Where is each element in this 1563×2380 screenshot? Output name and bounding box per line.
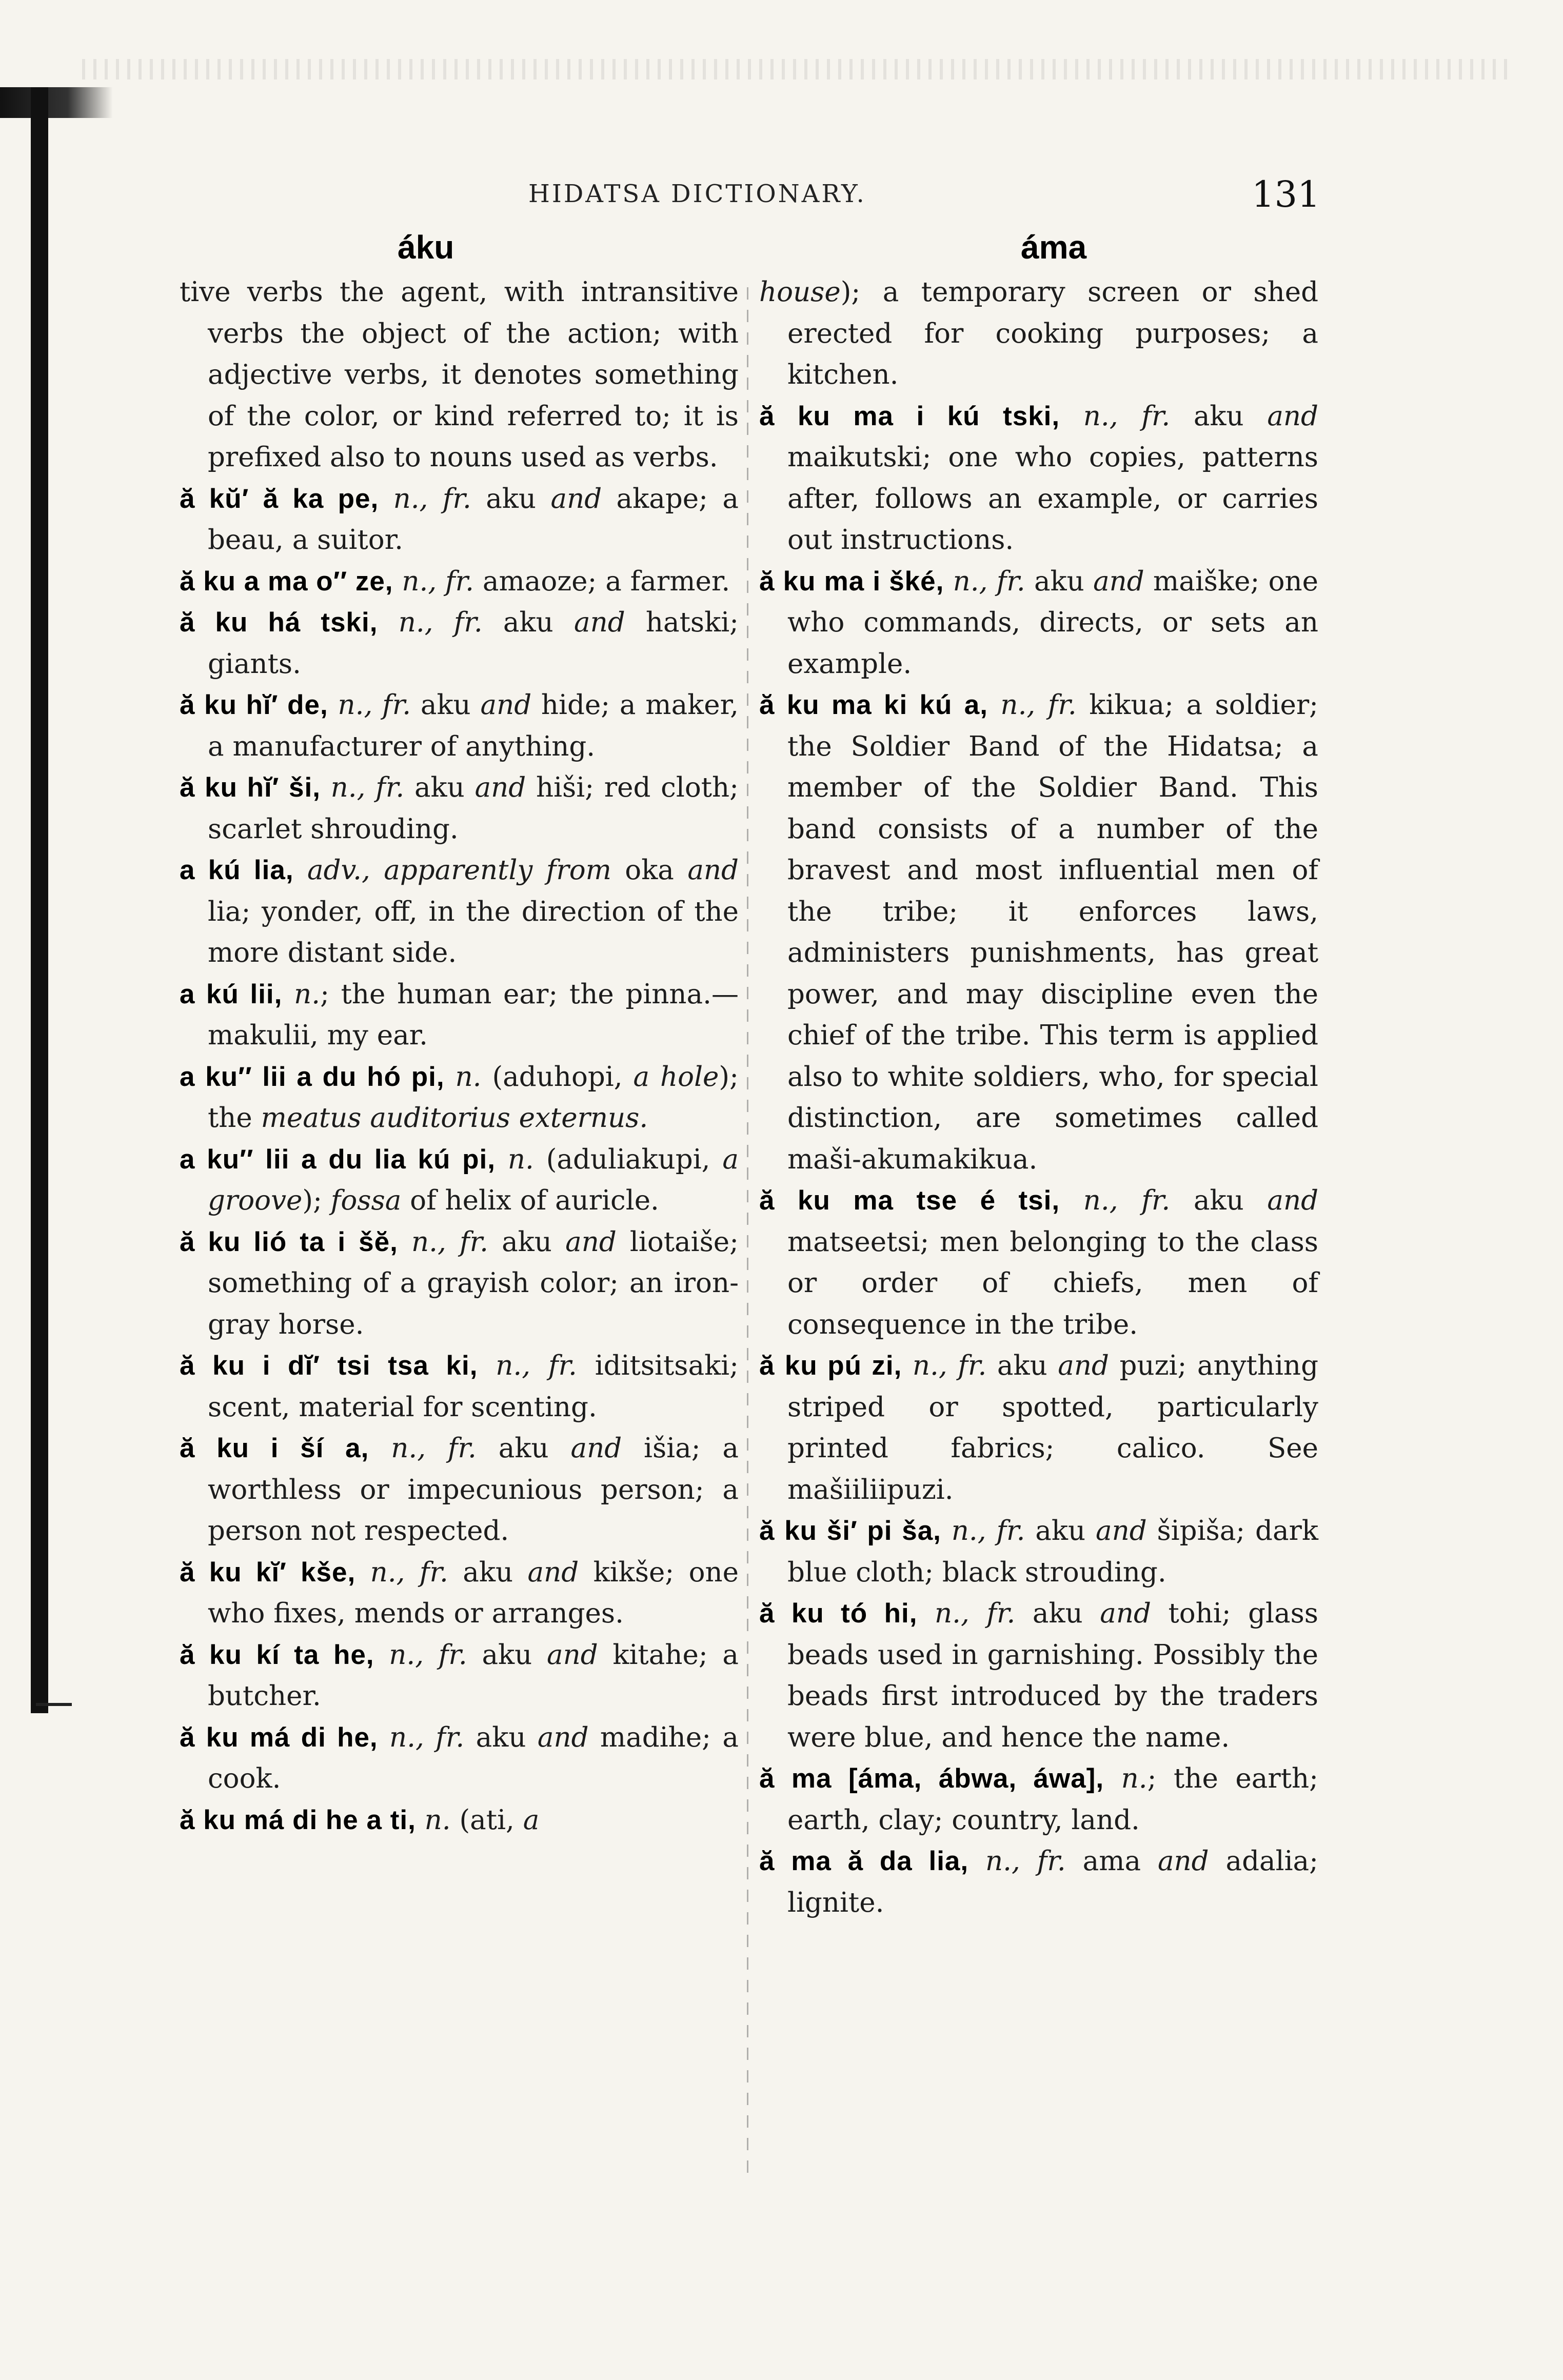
italic-text: and xyxy=(1095,1515,1147,1546)
definition-text: adalia; lignite. xyxy=(787,1846,1318,1918)
guide-word-left: áku xyxy=(398,229,454,266)
italic-text: and xyxy=(537,1721,589,1753)
dictionary-entry xyxy=(180,1635,739,1717)
dictionary-entry xyxy=(180,767,739,850)
italic-text: a groove xyxy=(208,1143,739,1216)
definition-text: madihe; a cook. xyxy=(208,1721,739,1794)
definition-text: ; the human ear; the pinna.—makulii, my ear. xyxy=(208,978,739,1051)
italic-text: n., fr. xyxy=(378,607,483,638)
definition-text: ); a temporary screen or shed erected for cooking purposes; a kitchen. xyxy=(787,276,1318,390)
definition-text: aku xyxy=(467,1639,547,1671)
definition-text: (ati, xyxy=(450,1804,523,1836)
definition-text: iditsitsaki; scent, material for scenting. xyxy=(208,1350,739,1423)
definition-text: kikše; one who fixes, mends or arranges. xyxy=(208,1556,739,1629)
italic-text: n. xyxy=(495,1143,534,1175)
italic-text: n. xyxy=(416,1804,451,1836)
definition-text: maikutski; one who copies, patterns after, follows an example, or carries out instructions. xyxy=(787,442,1318,556)
guide-word-right: áma xyxy=(1021,229,1087,266)
italic-text: n. xyxy=(444,1061,482,1093)
italic-text: and xyxy=(687,855,739,886)
italic-text: and xyxy=(1267,1185,1319,1216)
dictionary-entry xyxy=(759,561,1318,685)
definition-text: of helix of auricle. xyxy=(401,1185,659,1216)
definition-text: aku xyxy=(448,1556,528,1588)
headword: ă ku i ší a, xyxy=(180,1433,369,1463)
headword: ă ma ă da lia, xyxy=(759,1846,969,1876)
definition-text: hide; a maker, a manufacturer of anything. xyxy=(208,689,739,762)
top-edge-speckle xyxy=(82,59,1508,80)
italic-text: house xyxy=(759,276,841,308)
definition-text: aku xyxy=(1025,565,1094,597)
definition-text: matseetsi; men belonging to the class or order of chiefs, men of consequence in the tribe. xyxy=(787,1226,1318,1340)
headword: ă ku má di he a ti, xyxy=(180,1804,416,1835)
headword: ă ku ma i kú tski, xyxy=(759,401,1060,431)
definition-text: šipiša; dark blue cloth; black strouding. xyxy=(787,1515,1318,1588)
definition-text: aku xyxy=(404,772,475,803)
dictionary-entry xyxy=(180,1717,739,1800)
dictionary-entry xyxy=(180,1139,739,1222)
definition-text: amaoze; a farmer. xyxy=(474,565,730,597)
dictionary-entry xyxy=(180,272,739,479)
italic-text: and xyxy=(1267,400,1318,432)
binding-mark xyxy=(36,1703,72,1706)
definition-text: (aduhopi, xyxy=(481,1061,634,1093)
headword: a kú lia, xyxy=(180,855,294,885)
definition-text: ); xyxy=(302,1185,331,1216)
binding-edge-cap xyxy=(0,87,113,118)
definition-text: akape; a beau, a suitor. xyxy=(208,483,739,556)
definition-text: tive verbs the agent, with intransitive verbs the object of the action; with adjective verbs, it denotes something of the color, or kind referred to; it is prefixed also to nouns used as verbs. xyxy=(180,276,739,473)
italic-text: n., fr. xyxy=(393,565,474,597)
italic-text: and xyxy=(474,772,526,803)
italic-text: and xyxy=(1093,565,1144,597)
dictionary-entry xyxy=(759,272,1318,396)
definition-text: aku xyxy=(488,1226,566,1258)
dictionary-entry xyxy=(180,974,739,1057)
running-head: HIDATSA DICTIONARY. xyxy=(528,180,866,208)
headword: ă ku kĭ′ kše, xyxy=(180,1557,356,1588)
dictionary-entry xyxy=(759,1758,1318,1841)
italic-text: n., fr. xyxy=(328,689,411,721)
column-rule xyxy=(747,287,748,2180)
headword: ă ku ma i šké, xyxy=(759,566,944,597)
definition-text: aku xyxy=(464,1721,538,1753)
italic-text: and xyxy=(573,607,625,638)
dictionary-entry xyxy=(180,1345,739,1428)
italic-text: n., fr. xyxy=(987,689,1077,721)
italic-text: n. xyxy=(282,978,321,1010)
definition-text: (aduliakupi, xyxy=(533,1143,723,1175)
headword: ă ku hĭ′ de, xyxy=(180,690,328,720)
italic-text: n., fr. xyxy=(944,565,1025,597)
italic-text: and xyxy=(570,1433,622,1464)
dictionary-entry xyxy=(759,1180,1318,1345)
definition-text: kikua; a soldier; the Soldier Band of the Hidatsa; a member of the Soldier Band. This band consists of a number of the bravest and most influential men of the tribe; it enforces laws, administers punishments, has great power, and may discipline even the chief of the tribe. This term is applied also to white soldiers, who, for special distinction, are sometimes called maši-akumakikua. xyxy=(787,689,1319,1175)
definition-text: hatski; giants. xyxy=(208,607,739,680)
definition-text: aku xyxy=(1170,1185,1268,1216)
headword: ă ku pú zi, xyxy=(759,1351,902,1381)
dictionary-entry xyxy=(759,1841,1318,1923)
headword: ă ma [áma, ábwa, áwa], xyxy=(759,1763,1104,1794)
italic-text: adv., apparently from xyxy=(293,855,611,886)
italic-text: and xyxy=(547,1639,598,1671)
definition-text: aku xyxy=(411,689,481,721)
left-column xyxy=(180,272,739,1841)
italic-text: and xyxy=(1058,1350,1109,1381)
italic-text: and xyxy=(480,689,532,721)
dictionary-entry xyxy=(180,479,739,561)
page-number: 131 xyxy=(1252,173,1320,215)
definition-text: aku xyxy=(482,607,574,638)
italic-text: n., fr. xyxy=(378,1721,465,1753)
italic-text: n., fr. xyxy=(917,1598,1016,1629)
definition-text: aku xyxy=(986,1350,1058,1381)
italic-text: meatus auditorius externus. xyxy=(261,1102,648,1134)
italic-text: n., fr. xyxy=(320,772,405,803)
definition-text: ama xyxy=(1065,1846,1158,1877)
definition-text: kitahe; a butcher. xyxy=(208,1639,739,1712)
italic-text: n., fr. xyxy=(1060,400,1171,432)
italic-text: n., fr. xyxy=(379,483,471,514)
headword: ă ku ši′ pi ša, xyxy=(759,1516,941,1546)
definition-text: ; the earth; earth, clay; country, land. xyxy=(787,1763,1318,1836)
italic-text: n., fr. xyxy=(478,1350,577,1381)
right-column xyxy=(759,272,1318,1923)
dictionary-entry xyxy=(180,1057,739,1139)
headword: a ku′′ lii a du hó pi, xyxy=(180,1061,445,1092)
definition-text: aku xyxy=(476,1433,571,1464)
headword: a ku′′ lii a du lia kú pi, xyxy=(180,1144,496,1175)
definition-text: aku xyxy=(471,483,551,514)
headword: ă ku má di he, xyxy=(180,1722,378,1753)
headword: ă ku i dĭ′ tsi tsa ki, xyxy=(180,1351,478,1381)
italic-text: and xyxy=(1157,1846,1209,1877)
italic-text: fossa xyxy=(330,1185,402,1216)
dictionary-entry xyxy=(759,685,1318,1180)
headword: ă ku tó hi, xyxy=(759,1598,918,1629)
dictionary-entry xyxy=(180,1428,739,1552)
definition-text: išia; a worthless or impecunious person; a person not respected. xyxy=(208,1433,739,1546)
dictionary-entry xyxy=(759,1593,1318,1758)
italic-text: a xyxy=(523,1804,540,1836)
definition-text: hiši; red cloth; scarlet shrouding. xyxy=(208,772,739,845)
headword: ă ku ma tse é tsi, xyxy=(759,1185,1060,1216)
italic-text: n., fr. xyxy=(398,1226,488,1258)
italic-text: n., fr. xyxy=(941,1515,1025,1546)
italic-text: n. xyxy=(1104,1763,1147,1794)
headword: ă kŭ′ ă ka pe, xyxy=(180,483,379,514)
dictionary-entry xyxy=(180,1800,739,1841)
definition-text: lia; yonder, off, in the direction of the more distant side. xyxy=(208,896,739,968)
italic-text: and xyxy=(565,1226,617,1258)
dictionary-entry xyxy=(180,850,739,974)
italic-text: and xyxy=(527,1556,579,1588)
headword: ă ku ma ki kú a, xyxy=(759,690,988,720)
dictionary-entry xyxy=(180,1222,739,1346)
dictionary-entry xyxy=(180,1552,739,1635)
italic-text: n., fr. xyxy=(902,1350,987,1381)
dictionary-entry xyxy=(180,602,739,685)
binding-edge xyxy=(31,87,48,1713)
definition-text: maiške; one who commands, directs, or sets an example. xyxy=(787,565,1319,680)
dictionary-entry xyxy=(759,396,1318,561)
headword: a kú lii, xyxy=(180,979,283,1009)
headword: ă ku há tski, xyxy=(180,607,378,638)
italic-text: n., fr. xyxy=(355,1556,448,1588)
dictionary-entry xyxy=(180,561,739,603)
dictionary-entry xyxy=(759,1511,1318,1593)
definition-text: aku xyxy=(1170,400,1268,432)
italic-text: n., fr. xyxy=(1060,1185,1171,1216)
definition-text: aku xyxy=(1025,1515,1096,1546)
dictionary-entry xyxy=(180,685,739,767)
definition-text: aku xyxy=(1015,1598,1100,1629)
italic-text: n., fr. xyxy=(369,1433,477,1464)
headword: ă ku lió ta i šĕ, xyxy=(180,1226,398,1257)
definition-text: ); the xyxy=(208,1061,739,1134)
italic-text: a hole xyxy=(633,1061,719,1093)
italic-text: and xyxy=(1100,1598,1151,1629)
definition-text: liotaiše; something of a grayish color; an iron-gray horse. xyxy=(208,1226,739,1340)
definition-text: puzi; anything striped or spotted, particularly printed fabrics; calico. See mašiiliipuzi. xyxy=(787,1350,1318,1505)
definition-text: tohi; glass beads used in garnishing. Possibly the beads first introduced by the traders were blue, and hence the name. xyxy=(787,1598,1319,1753)
headword: ă ku kí ta he, xyxy=(180,1639,374,1670)
italic-text: and xyxy=(550,483,602,514)
italic-text: n., fr. xyxy=(374,1639,467,1671)
definition-text: oka xyxy=(611,855,688,886)
headword: ă ku a ma o′′ ze, xyxy=(180,566,393,597)
headword: ă ku hĭ′ ši, xyxy=(180,772,321,803)
dictionary-entry xyxy=(759,1345,1318,1511)
italic-text: n., fr. xyxy=(968,1846,1066,1877)
